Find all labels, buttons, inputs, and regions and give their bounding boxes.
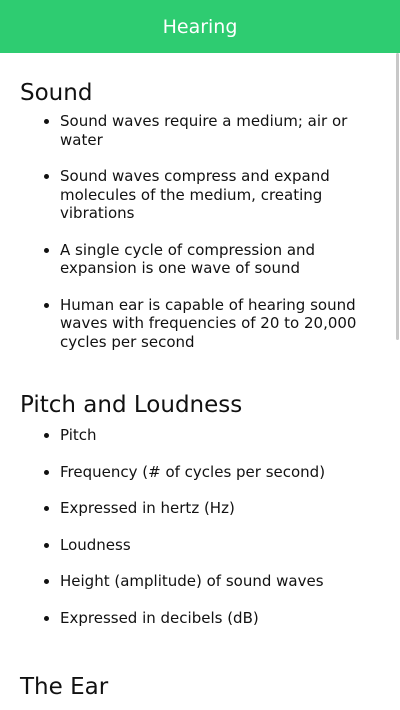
- list-item: • Loudness: [60, 536, 372, 555]
- list-item: • Frequency (# of cycles per second): [60, 463, 372, 482]
- section-title-pitch-and-loudness: Pitch and Loudness: [20, 392, 243, 418]
- list-item: • Human ear is capable of hearing sound waves with frequencies of 20 to 20,000 cycles per second: [60, 296, 372, 352]
- scrollbar-thumb[interactable]: [396, 53, 399, 340]
- section-title-the-ear: The Ear: [20, 674, 109, 700]
- list-item: • Expressed in hertz (Hz): [60, 499, 372, 518]
- list-item: • Pitch: [60, 426, 372, 445]
- list-item: • A single cycle of compression and expansion is one wave of sound: [60, 241, 372, 278]
- section-pitch-and-loudness: [0, 369, 400, 627]
- list-item: • Sound waves require a medium; air or water: [60, 112, 372, 149]
- bullet-list-sound: [20, 112, 372, 351]
- page-title: Hearing: [162, 15, 238, 38]
- section-sound: [0, 53, 400, 351]
- bullet-list-pitch-and-loudness: [20, 426, 372, 627]
- section-title-sound: Sound: [20, 80, 93, 106]
- app-bar: [0, 0, 400, 53]
- section-the-ear: [0, 645, 400, 702]
- content-scroll-area[interactable]: [0, 53, 400, 710]
- list-item: • Sound waves compress and expand molecules of the medium, creating vibrations: [60, 167, 372, 223]
- list-item: • Height (amplitude) of sound waves: [60, 572, 372, 591]
- list-item: • Expressed in decibels (dB): [60, 609, 372, 628]
- scrollbar[interactable]: [396, 53, 400, 710]
